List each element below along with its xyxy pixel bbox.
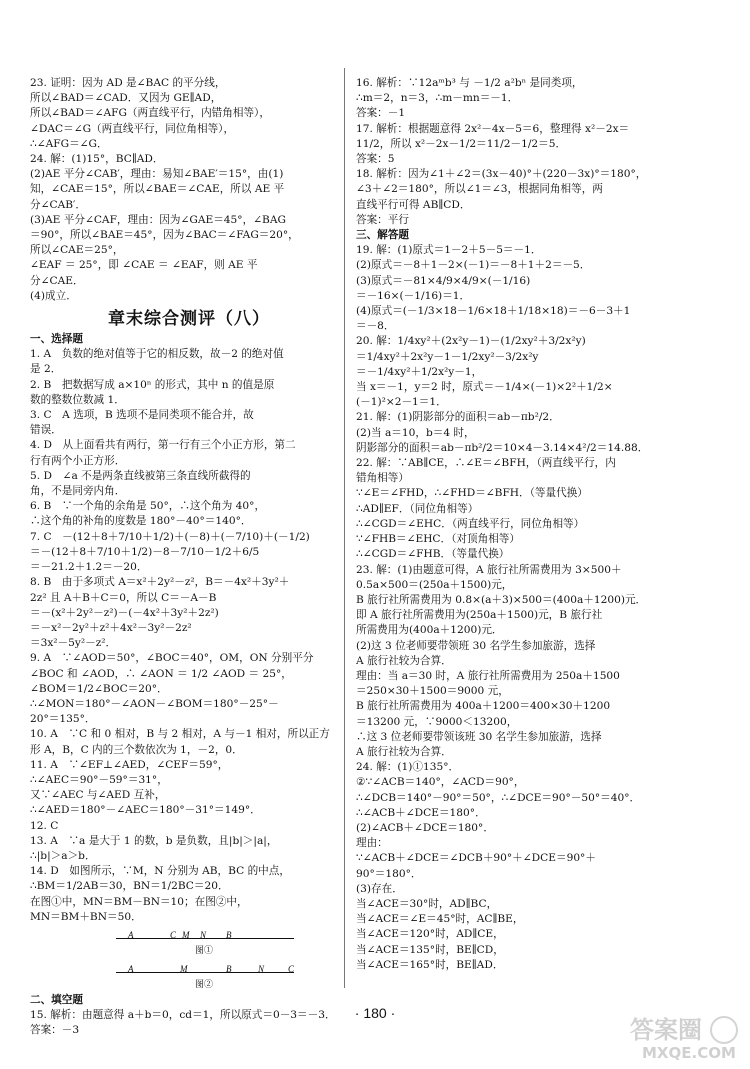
text-line: ∴AD∥EF．（同位角相等） <box>356 502 479 515</box>
text-line: ＝－21.2＋1.2＝－20． <box>30 561 148 574</box>
text-line: 14. D 如图所示，∵M，N 分别为 AB，BC 的中点， <box>30 865 290 878</box>
text-line: 当∠ACE＝135°时，BE∥CD， <box>356 943 504 956</box>
point-label: M <box>182 929 190 940</box>
text-line: 23. 解：(1)由题意可得，A 旅行社所需费用为 3×500＋ <box>356 563 622 576</box>
text-line: ∴BM＝1/2AB＝30，BN＝1/2BC＝20． <box>30 880 229 893</box>
text-line: 错误． <box>30 424 62 437</box>
text-line: 20°＝135°． <box>30 713 96 726</box>
chapter-title: 章末综合测评（八） <box>108 309 270 330</box>
text-line: 当∠ACE＝30°时，AD∥BC， <box>356 897 498 910</box>
text-line: 答案：－1 <box>356 107 406 120</box>
text-line: ∠EAF ＝ 25°，即 ∠CAE ＝ ∠EAF，则 AE 平 <box>30 259 258 272</box>
point-label: A <box>128 929 134 940</box>
text-line: 21. 解：(1)阴影部分的面积＝ab－πb²/2． <box>356 411 560 424</box>
text-line: ＝13200 元，∵9000＜13200， <box>356 715 518 728</box>
figure-caption: 图② <box>195 979 214 990</box>
text-line: (2)∠ACB＋∠DCE＝180°． <box>356 821 494 834</box>
text-line: 17. 解析：根据题意得 2x²－4x－5＝6，整理得 x²－2x＝ <box>356 122 630 135</box>
text-line: 所以∠CAE＝25°， <box>30 244 124 257</box>
text-line: 3. C A 选项，B 选项不是同类项不能合并，故 <box>30 409 254 422</box>
text-line: 知，∠CAE＝15°，所以∠BAE＝∠CAE，所以 AE 平 <box>30 183 285 196</box>
text-line: 18. 解析：因为∠1＋∠2＝(3x－40)°＋(220－3x)°＝180°， <box>356 168 647 181</box>
text-line: (4)成立． <box>30 289 77 302</box>
text-line: 8. B 由于多项式 A＝x²＋2y²－z²，B＝－4x²＋3y²＋ <box>30 576 290 589</box>
text-line: 4. D 从上面看共有两行，第一行有三个小正方形，第二 <box>30 439 296 452</box>
text-line: (2)原式＝－8＋1－2×(－1)＝－8＋1＋2＝－5． <box>356 259 591 272</box>
watermark-logo <box>628 1008 740 1063</box>
text-line: 24. 解：(1)15°，BC∥AD． <box>30 153 164 166</box>
text-line: ＝－(12＋8＋7/10＋1/2)－8－7/10－1/2＋6/5 <box>30 545 260 558</box>
text-line: A 旅行社较为合算． <box>356 745 452 758</box>
text-line: 角，不是同旁内角． <box>30 485 126 498</box>
figure-caption: 图① <box>195 945 214 956</box>
text-line: 错角相等） <box>356 472 409 485</box>
point-label: A <box>128 963 134 974</box>
text-line: ∴这 3 位老师要带领该班 30 名学生参加旅游，选择 <box>356 730 602 743</box>
watermark-text: 答案圈 <box>630 1016 702 1044</box>
point-label: N <box>258 963 265 974</box>
text-line: ∠3＋∠2＝180°，所以∠1＝∠3，根据同角相等，两 <box>356 183 603 196</box>
text-line: 15. 解析：由题意得 a＋b＝0，cd＝1，所以原式＝0－3＝－3． <box>30 1009 336 1022</box>
text-line: ∴∠ACB＋∠DCE＝180°． <box>356 806 486 819</box>
text-line: 20. 解：1/4xy²＋(2x²y－1)－(1/2xy²＋3/2x²y) <box>356 335 586 348</box>
text-line: 11/2，所以 x²－2x－1/2＝11/2－1/2＝5． <box>356 137 567 150</box>
text-line: 在图①中，MN＝BM－BN＝10；在图②中， <box>30 895 248 908</box>
text-line: 24. 解：(1)①135°． <box>356 761 460 774</box>
text-line: 形 A，B，C 内的三个数依次为 1，－2，0． <box>30 743 243 756</box>
text-line: 即 A 旅行社所需费用为(250a＋1500)元，B 旅行社 <box>356 609 603 622</box>
text-line: ＝－x²－2y²＋z²＋4x²－3y²－2z² <box>30 621 192 634</box>
text-line: ∴|b|＞a＞b． <box>30 849 96 862</box>
point-label: C <box>170 929 177 940</box>
text-line: ＝－8． <box>356 320 395 333</box>
text-line: 9. A ∵∠AOD＝50°，∠BOC＝40°，OM，ON 分别平分 <box>30 652 314 665</box>
text-line: 当∠ACE＝∠E＝45°时，AC∥BE， <box>356 913 524 926</box>
text-line: ∵∠FHB＝∠EHC．（对顶角相等） <box>356 533 520 546</box>
choice-answers <box>30 347 348 925</box>
text-line: 2. B 把数据写成 a×10ⁿ 的形式，其中 n 的值是原 <box>30 378 275 391</box>
text-line: 19. 解：(1)原式＝1－2＋5－5＝－1． <box>356 244 542 257</box>
text-line: (2)这 3 位老师要带领班 30 名学生参加旅游，选择 <box>356 639 596 652</box>
text-line: (4)原式＝(－1/3×18－1/6×18＋1/18×18)＝－6－3＋1 <box>356 305 631 318</box>
solution-answers <box>356 243 718 973</box>
text-line: MN＝BM＋BN＝50． <box>30 910 142 923</box>
text-line: 16. 解析：∵12aᵐb³ 与 －1/2 a²bⁿ 是同类项， <box>356 77 583 89</box>
text-line: 直线平行可得 AB∥CD． <box>356 198 471 211</box>
text-line: 12. C <box>30 819 59 832</box>
text-line: 0.5a×500＝(250a＋1500)元， <box>356 578 513 591</box>
text-line: ∴∠MON＝180°－∠AON－∠BOM＝180°－25°－ <box>30 697 279 710</box>
point-label: N <box>200 929 207 940</box>
text-line: 理由： <box>356 837 388 850</box>
figure-one <box>30 925 348 959</box>
text-line: ＝90°，所以∠BAE＝45°，因为∠BAC＝∠FAG＝20°， <box>30 229 299 242</box>
text-line: ＝－(x²＋2y²－z²)－(－4x²＋3y²＋2z²) <box>30 606 219 619</box>
text-line: (2)当 a＝10，b＝4 时， <box>356 426 475 439</box>
section-heading-solve: 三、解答题 <box>356 229 409 242</box>
text-line: 23. 证明：因为 AD 是∠BAC 的平分线， <box>30 77 226 89</box>
text-line: ∴∠CGD＝∠FHB．（等量代换） <box>356 548 510 561</box>
text-line: 理由：当 a＝30 时，A 旅行社所需费用为 250a＋1500 <box>356 669 620 682</box>
text-line: 又∵∠AEC 与∠AED 互补， <box>30 789 166 802</box>
text-line: 当∠ACE＝165°时，BE∥AD． <box>356 958 504 971</box>
text-line: ＝3x²－5y²－z²． <box>30 637 117 650</box>
text-line: 10. A ∵C 和 0 相对，B 与 2 相对，A 与－1 相对，所以正方 <box>30 728 330 741</box>
text-line: 答案：5 <box>356 153 395 166</box>
text-line: (－1)²×2－1＝1． <box>356 396 447 409</box>
text-line: ②∵∠ACB＝140°，∠ACD＝90°， <box>356 776 525 789</box>
point-label: B <box>226 929 232 940</box>
text-line: ∴∠AED＝180°－∠AEC＝180°－31°＝149°． <box>30 804 261 817</box>
text-line: ∴这个角的补角的度数是 180°－40°＝140°． <box>30 515 252 528</box>
text-line: (3)原式＝－81×4/9×4/9×(－1/16) <box>356 274 531 287</box>
text-line: ∠BOC 和 ∠AOD，∴ ∠AON ＝ 1/2 ∠AOD ＝ 25°， <box>30 667 292 680</box>
text-line: 当 x＝－1，y＝2 时，原式＝－1/4×(－1)×2²＋1/2× <box>356 381 613 394</box>
text-line: 2z² 且 A＋B＋C＝0，所以 C＝－A－B <box>30 591 217 604</box>
text-line: ∵∠E＝∠FHD，∴∠FHD＝∠BFH．（等量代换） <box>356 487 588 500</box>
text-line: 是 2． <box>30 363 62 376</box>
text-line: 所需费用为(400a＋1200)元． <box>356 624 503 637</box>
text-line: 行有两个小正方形． <box>30 454 126 467</box>
answer-block-23-24 <box>30 76 348 304</box>
text-line: 5. D ∠a 不是两条直线被第三条直线所截得的 <box>30 469 251 482</box>
section-heading-choice: 一、选择题 <box>30 333 83 346</box>
text-line: ∴∠AFG＝∠G． <box>30 137 108 150</box>
point-label: B <box>226 963 232 974</box>
page-number: · 180 · <box>354 1005 396 1021</box>
text-line: 数的整数位数减 1． <box>30 393 125 406</box>
right-column <box>356 76 718 973</box>
point-label: C <box>288 963 295 974</box>
text-line: ∠BOM＝1/2∠BOC＝20°． <box>30 682 168 695</box>
text-line: (2)AE 平分∠CAB′，理由：易知∠BAE′＝15°，由(1) <box>30 168 284 181</box>
text-line: 所以∠BAD＝∠AFG（两直线平行，内错角相等）， <box>30 107 270 120</box>
text-line: 阴影部分的面积＝ab－πb²/2＝10×4－3.14×4²/2＝14.88． <box>356 441 649 454</box>
text-line: 当∠ACE＝120°时，AD∥CE， <box>356 928 504 941</box>
text-line: ∴∠AEC＝90°－59°＝31°， <box>30 773 168 786</box>
text-line: ＝－1/4xy²＋1/2x²y－1， <box>356 365 483 378</box>
text-line: ∴m＝2，n＝3，∴m－mn＝－1． <box>356 92 519 105</box>
text-line: (3)存在． <box>356 882 403 895</box>
text-line: (3)AE 平分∠CAF，理由：因为∠GAE＝45°，∠BAG <box>30 213 286 226</box>
text-line: ∵∠ACB＋∠DCE＝∠DCB＋90°＋∠DCE＝90°＋ <box>356 852 596 865</box>
text-line: ＝250×30＋1500＝9000 元， <box>356 685 509 698</box>
text-line: B 旅行社所需费用为 0.8×(a＋3)×500＝(400a＋1200)元． <box>356 593 647 606</box>
text-line: 11. A ∵∠EF⊥∠AED，∠CEF＝59°， <box>30 758 229 771</box>
text-line: 22. 解：∵AB∥CE，∴∠E＝∠BFH，（两直线平行，内 <box>356 457 616 470</box>
text-line: 答案：－3 <box>30 1024 80 1037</box>
text-line: ∴∠CGD＝∠EHC．（两直线平行，同位角相等） <box>356 517 585 530</box>
text-line: 1. A 负数的绝对值等于它的相反数，故－2 的绝对值 <box>30 348 284 361</box>
text-line: 分∠CAE． <box>30 274 84 287</box>
text-line: A 旅行社较为合算． <box>356 654 452 667</box>
text-line: 所以∠BAD＝∠CAD．又因为 GE∥AD， <box>30 92 222 105</box>
fill-answers-continued <box>356 76 718 228</box>
text-line: 答案：平行 <box>356 213 409 226</box>
left-column <box>30 76 348 1039</box>
section-heading-fill: 二、填空题 <box>30 993 83 1006</box>
text-line: 7. C －(12＋8＋7/10＋1/2)＋(－8)＋(－7/10)＋(－1/2) <box>30 530 310 543</box>
text-line: B 旅行社所需费用为 400a＋1200＝400×30＋1200 <box>356 700 611 713</box>
text-line: ∠DAC＝∠G（两直线平行，同位角相等）， <box>30 122 235 135</box>
number-line <box>116 972 294 973</box>
text-line: 13. A ∵a 是大于 1 的数，b 是负数，且|b|＞|a|， <box>30 834 278 847</box>
text-line: 分∠CAB′． <box>30 198 87 211</box>
figure-two <box>30 959 348 993</box>
svg-text:MXQE.COM: MXQE.COM <box>642 1044 736 1062</box>
text-line: ＝－16×(－1/16)＝1． <box>356 289 471 302</box>
text-line: 6. B ∵一个角的余角是 50°，∴这个角为 40°， <box>30 500 266 513</box>
text-line: ∴∠DCB＝140°－90°＝50°，∴∠DCE＝90°－50°＝40°． <box>356 791 641 804</box>
text-line: 90°＝180°． <box>356 867 422 880</box>
point-label: M <box>180 963 188 974</box>
text-line: ＝1/4xy²＋2x²y－1－1/2xy²－3/2x²y <box>356 350 539 363</box>
